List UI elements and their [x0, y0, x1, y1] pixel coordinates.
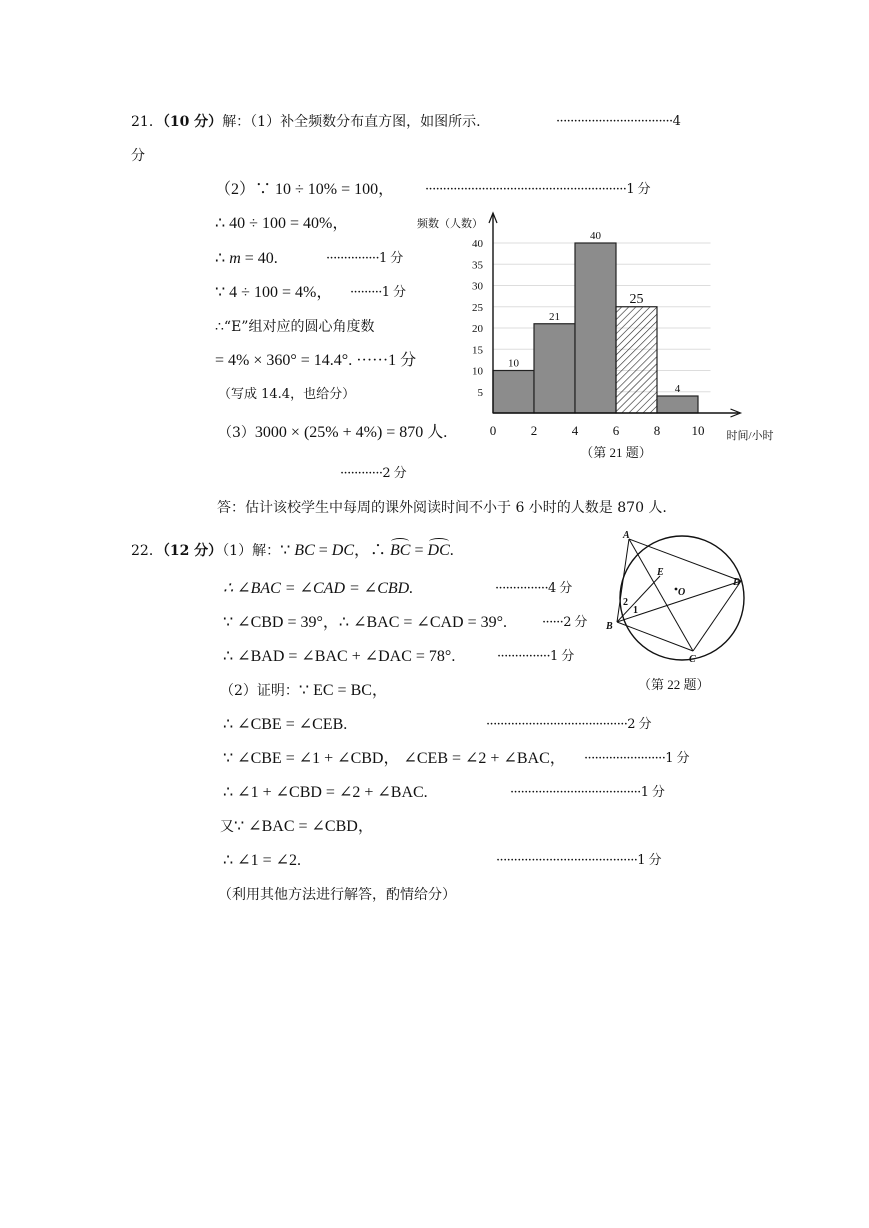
y-tick-label-5: 5: [477, 386, 483, 399]
q21-score: （10 分）: [162, 114, 223, 130]
histogram-chart: [405, 205, 785, 470]
q22-line-p2-dots: ······2 分: [542, 615, 587, 630]
x-tick-label-8: 8: [653, 423, 661, 438]
q21-part3-formula: 3000 × (25% + 4%) = 870 人.: [254, 424, 448, 441]
q22-line-p9: ∴ ∠1 = ∠2.: [223, 852, 302, 869]
figure-21-caption: （第 21 题）: [580, 445, 652, 460]
x-tick-label-0: 0: [489, 423, 497, 438]
q22-line-p9-dots: ········································1 分: [496, 853, 661, 868]
q21-line-5-dots: ·········1 分: [350, 285, 406, 300]
q21-header: [131, 112, 481, 132]
histogram-bar-0-2: [493, 371, 534, 414]
bar-value-label-2-4: 21: [549, 310, 560, 323]
y-tick-label-30: 30: [472, 280, 483, 293]
histogram-bar-4-6: [575, 243, 616, 413]
x-axis-title: 时间/小时: [726, 430, 774, 442]
q21-part1-fen: 分: [131, 148, 145, 164]
q22-score: （12 分）: [162, 543, 223, 559]
q22-line-p6: ∵ ∠CBE = ∠1 + ∠CBD， ∠CEB = ∠2 + ∠BAC，: [223, 750, 566, 767]
histogram-bar-6-8: [616, 307, 657, 413]
q21-line-8: （写成 14.4，也给分）: [218, 387, 356, 402]
bar-value-label-4-6: 40: [590, 230, 601, 242]
q22-line-p3: ∴ ∠BAD = ∠BAC + ∠DAC = 78°.: [223, 648, 456, 665]
q21-line-6: ∴“E”组对应的圆心角度数: [215, 319, 375, 335]
q22-part1-text: （1）解：: [222, 543, 281, 559]
q22-line-p2: ∵ ∠CBD = 39°，∴ ∠BAC = ∠CAD = 39°.: [223, 614, 508, 631]
q21-answer: 答：估计该校学生中每周的课外阅读时间不小于 6 小时的人数是 870 人.: [217, 500, 667, 516]
y-tick-label-20: 20: [472, 323, 483, 335]
q22-line-p1-dots: ···············4 分: [495, 581, 572, 596]
y-axis-title: 频数（人数）: [417, 218, 483, 230]
q21-line-9-dots: ············2 分: [340, 466, 406, 481]
bar-value-label-0-2: 10: [508, 357, 519, 370]
x-tick-label-6: 6: [612, 423, 620, 438]
q22-given: ∵ BC = DC，∴ BC = DC.: [280, 542, 454, 559]
q21-line-4: [215, 249, 278, 269]
q21-line-4-post: = 40.: [240, 250, 278, 267]
circle-o: [620, 536, 744, 660]
q22-line-p6-dots: ·······················1 分: [584, 751, 689, 766]
q22-line-p5-dots: ········································2 分: [486, 717, 651, 732]
q21-line-2-dots: ·························································1 分: [425, 182, 650, 197]
q22-line-p7-dots: ·····································1 分: [510, 785, 665, 800]
point-e-label: E: [657, 567, 664, 578]
histogram-bar-8-10: [657, 396, 698, 413]
q21-number: 21．: [131, 114, 163, 130]
q22-line-p7: ∴ ∠1 + ∠CBD = ∠2 + ∠BAC.: [223, 784, 428, 801]
angle-2-label: 2: [623, 597, 628, 608]
x-tick-label-4: 4: [571, 423, 579, 438]
x-tick-label-10: 10: [691, 423, 705, 438]
y-tick-label-15: 15: [472, 344, 483, 357]
point-d-label: D: [733, 577, 741, 588]
q22-also: 又: [220, 819, 234, 835]
point-c-label: C: [689, 654, 696, 665]
q21-line-3: ∴ 40 ÷ 100 = 40%，: [215, 215, 349, 232]
histogram-bar-2-4: [534, 324, 575, 413]
q22-note: （利用其他方法进行解答，酌情给分）: [218, 887, 456, 903]
circle-geometry-figure: [600, 525, 760, 695]
y-tick-label-10: 10: [472, 365, 483, 378]
q21-line-5: ∵ 4 ÷ 100 = 4%，: [215, 284, 333, 301]
x-tick-label-2: 2: [530, 423, 538, 438]
center-dot: [675, 588, 678, 591]
q21-line-2: （2）∵ 10 ÷ 10% = 100，: [215, 181, 395, 198]
q22-part2-given: ∵ EC = BC，: [298, 682, 388, 699]
bar-value-label-6-8: 25: [629, 291, 644, 307]
q21-var-m: m: [229, 250, 241, 267]
q21-part1-text: 解：（1）补全频数分布直方图，如图所示.: [222, 114, 481, 130]
figure-22-caption: （第 22 题）: [638, 677, 710, 692]
y-tick-label-35: 35: [472, 259, 483, 272]
q22-line-p3-dots: ···············1 分: [497, 649, 574, 664]
point-o-label: O: [678, 587, 686, 598]
q22-line-p4: [220, 681, 388, 701]
q21-part3-label: （3）: [218, 425, 255, 441]
q22-number: 22．: [131, 543, 163, 559]
y-tick-label-40: 40: [472, 238, 483, 250]
point-b-label: B: [606, 621, 613, 632]
angle-1-label: 1: [633, 605, 638, 616]
q21-line-4-dots: ···············1 分: [326, 251, 403, 266]
q21-line-4-pre: ∴: [215, 250, 230, 267]
q21-part1-dots: ·································4: [556, 114, 681, 129]
bar-value-label-8-10: 4: [674, 383, 681, 395]
q22-line-p1: ∴ ∠BAC = ∠CAD = ∠CBD.: [223, 580, 414, 597]
point-a-label: A: [623, 530, 630, 541]
q22-line-p5: ∴ ∠CBE = ∠CEB.: [223, 716, 348, 733]
y-tick-label-25: 25: [472, 301, 483, 314]
q22-header: [131, 541, 454, 561]
q22-line-p8: [220, 817, 374, 837]
q22-also-formula: ∵ ∠BAC = ∠CBD，: [234, 818, 374, 835]
q21-line-7: = 4% × 360° = 14.4°. ······1 分: [215, 352, 417, 369]
q22-part2-label: （2）证明：: [220, 683, 299, 699]
